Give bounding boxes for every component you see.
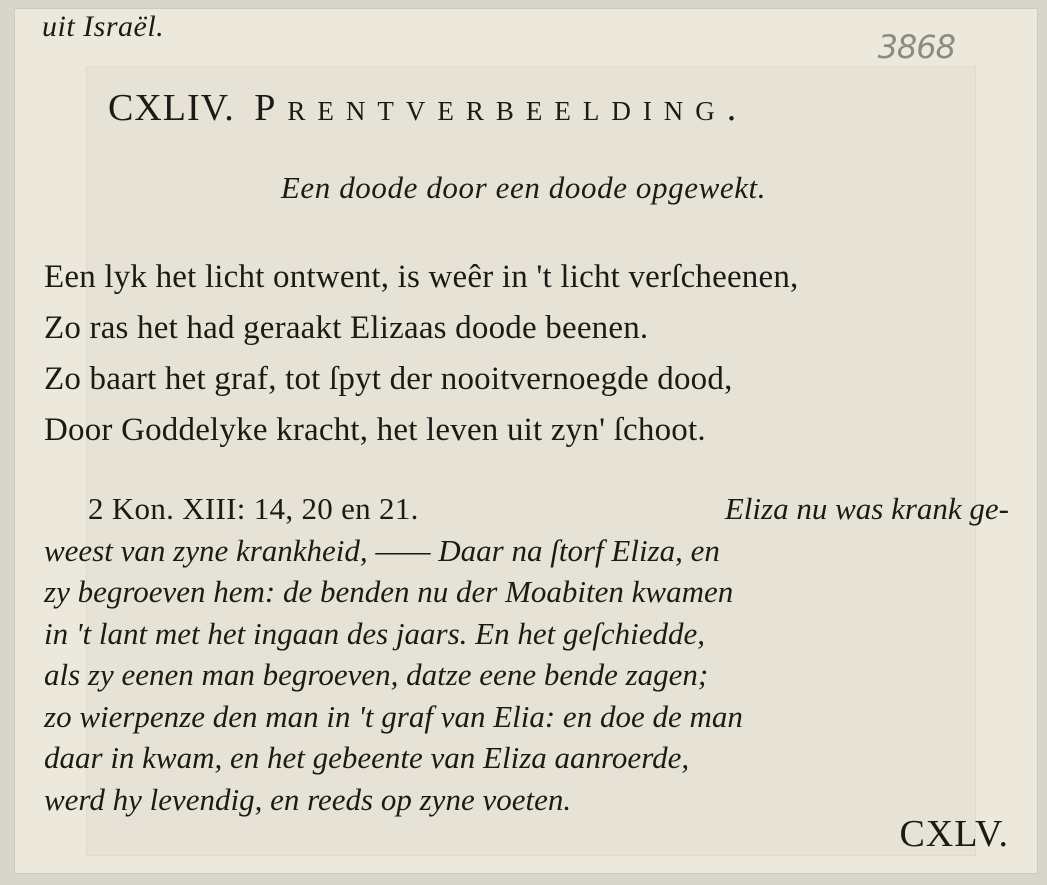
scripture-text-1: Eliza nu was krank ge- [724, 491, 1009, 526]
poem-line-3: Zo baart het graf, tot ſpyt der nooitvernoegde dood, [44, 361, 733, 397]
section-subtitle: Een doode door een doode opgewekt. [280, 170, 767, 205]
scripture-text-8: werd hy levendig, en reeds op zyne voeten. [44, 781, 572, 817]
scripture-text-7: daar in kwam, en het gebeente van Eliza aanroerde, [44, 740, 690, 775]
catchword-text: uit Israël. [42, 10, 165, 43]
scripture-line-7 [44, 737, 1009, 779]
scripture-text-5: als zy eenen man begroeven, datze eene bende zagen; [44, 657, 709, 692]
scripture-text-3: zy begroeven hem: de benden nu der Moabiten kwamen [44, 574, 734, 609]
scripture-line-1 [44, 488, 1009, 530]
section-title: Prentverbeelding. [254, 87, 749, 129]
scripture-line-5 [44, 654, 1009, 696]
scripture-passage [44, 488, 1009, 820]
poem-line-2: Zo ras het had geraakt Elizaas doode beenen. [44, 310, 649, 346]
scripture-line-6 [44, 696, 1009, 738]
section-number: CXLIV. [108, 87, 235, 129]
archive-number: 3868 [877, 28, 955, 66]
scripture-line-3 [44, 571, 1009, 613]
scripture-line-4 [44, 613, 1009, 655]
section-heading [108, 86, 748, 130]
scripture-line-2 [44, 530, 1009, 572]
scripture-text-2: weest van zyne krankheid, —— Daar na ſtorf Eliza, en [44, 532, 720, 568]
scripture-line-8 [44, 779, 1009, 821]
scripture-reference: 2 Kon. XIII: 14, 20 en 21. [88, 491, 419, 526]
scripture-text-4: in 't lant met het ingaan des jaars. En het geſchiedde, [44, 615, 705, 651]
poem-block [44, 252, 799, 456]
poem-line-4: Door Goddelyke kracht, het leven uit zyn' ſchoot. [44, 412, 706, 448]
poem-line-1: Een lyk het licht ontwent, is weêr in 't licht verſcheenen, [44, 259, 799, 295]
scripture-text-6: zo wierpenze den man in 't graf van Elia: en doe de man [44, 698, 743, 734]
next-section-signature: CXLV. [899, 813, 1009, 855]
